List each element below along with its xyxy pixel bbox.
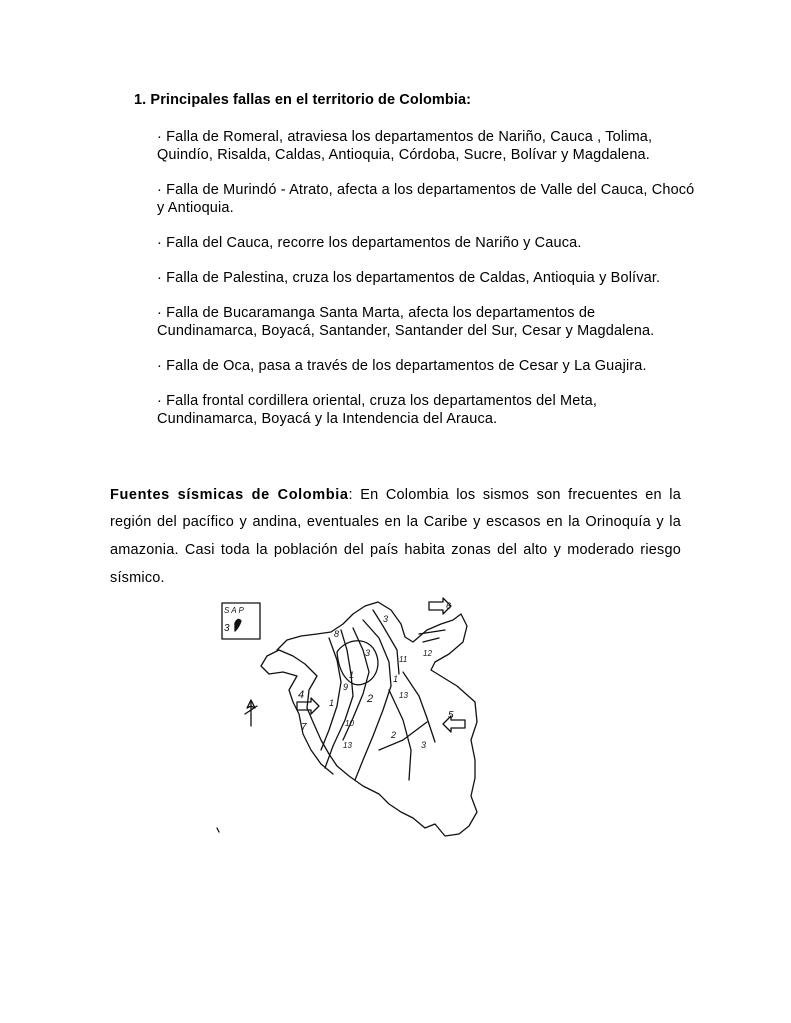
seismic-map-figure xyxy=(213,590,485,840)
zone-label: 1 xyxy=(329,698,335,708)
list-item: · Falla frontal cordillera oriental, cruza los departamentos del Meta, Cundinamarca, Boyacá y la Intendencia del Arauca. xyxy=(157,393,598,427)
country-outline xyxy=(261,602,477,836)
fault-loop xyxy=(337,641,378,685)
zone-label: 3 xyxy=(421,740,427,750)
north-arrow-icon xyxy=(245,700,257,726)
zone-label: 9 xyxy=(343,682,349,692)
list-item: · Falla de Oca, pasa a través de los departamentos de Cesar y La Guajira. xyxy=(157,358,647,374)
inset-label: S A P xyxy=(224,606,244,615)
inset-island-shape xyxy=(235,619,241,631)
arrow-icon xyxy=(443,716,465,732)
zone-label: 3 xyxy=(383,614,389,624)
scan-mark xyxy=(217,828,219,832)
list-item: · Falla de Romeral, atraviesa los departamentos de Nariño, Cauca , Tolima, Quindío, Risalda, Caldas, Antioquia, Córdoba, Sucre, Bolívar y Magdalena. xyxy=(157,129,653,163)
zone-label: 13 xyxy=(343,741,352,750)
zone-label: 3 xyxy=(365,648,371,658)
zone-label: 7 xyxy=(301,722,307,733)
coast-outline xyxy=(277,602,378,650)
paragraph-body: : En Colombia los sismos son frecuentes en la región del pacífico y andina, eventuales en la Caribe y escasos en la Orinoquía y la amazonia. Casi toda la población del país habita zonas del alto y moderado riesgo sísmico. xyxy=(110,486,681,586)
section-heading: 1. Principales fallas en el territorio de Colombia: xyxy=(134,92,472,108)
zone-label: 13 xyxy=(399,691,408,700)
zone-label: 5 xyxy=(448,710,454,721)
paragraph-lead: Fuentes sísmicas de Colombia xyxy=(110,486,349,503)
zone-label: 11 xyxy=(399,655,408,664)
zone-label: 4 xyxy=(298,689,305,701)
zone-label: 1 xyxy=(393,674,399,684)
list-item: · Falla del Cauca, recorre los departamentos de Nariño y Cauca. xyxy=(157,235,582,251)
fault-line xyxy=(403,672,435,742)
zone-label: 1 xyxy=(349,670,355,680)
fault-line xyxy=(379,722,427,750)
list-item: · Falla de Bucaramanga Santa Marta, afecta los departamentos de Cundinamarca, Boyacá, Santander, Santander del Sur, Cesar y Magdalena. xyxy=(157,305,655,339)
zone-label: 3 xyxy=(224,623,230,634)
fault-line xyxy=(419,630,445,642)
zone-label: 6 xyxy=(446,601,452,611)
zone-label: 12 xyxy=(423,649,432,658)
zone-label: 10 xyxy=(345,719,354,728)
zone-label: 8 xyxy=(334,629,340,639)
zone-label: 2 xyxy=(367,693,374,705)
list-item: · Falla de Palestina, cruza los departamentos de Caldas, Antioquia y Bolívar. xyxy=(157,270,661,286)
zone-label: 2 xyxy=(391,730,397,740)
list-item: · Falla de Murindó - Atrato, afecta a los departamentos de Valle del Cauca, Chocó y Antioquia. xyxy=(157,182,695,216)
fault-line xyxy=(321,638,341,750)
seismic-sources-paragraph xyxy=(110,482,681,593)
fault-list xyxy=(157,128,697,445)
